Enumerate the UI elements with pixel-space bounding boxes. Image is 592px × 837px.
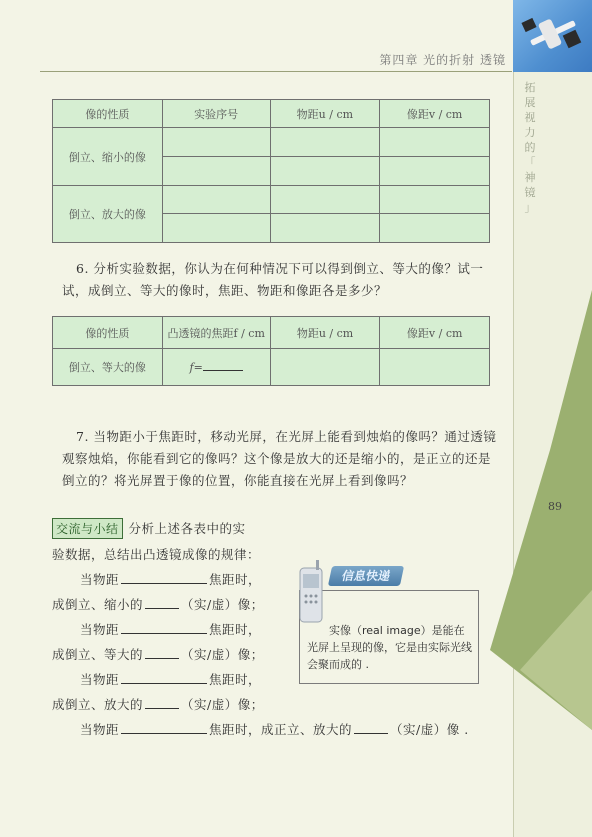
question-6: 6. 分析实验数据，你认为在何种情况下可以得到倒立、等大的像？试一试，成倒立、等大的像时，焦距、物距和像距各是多少？ (62, 261, 484, 298)
table-header: 物距u / cm (270, 100, 380, 128)
table-header: 凸透镜的焦距f / cm (162, 317, 270, 349)
header-rule (40, 71, 512, 72)
answer-blank[interactable] (145, 696, 179, 709)
rule-3-condition: 当物距 焦距时， (80, 672, 262, 687)
table-cell[interactable] (270, 128, 380, 157)
question-7: 7. 当物距小于焦距时，移动光屏，在光屏上能看到烛焰的像吗？通过透镜观察烛焰，你能看到它的像吗？这个像是放大的还是缩小的，是正立的还是倒立的？将光屏置于像的位置，你能直接在光屏上看到像吗？ (62, 429, 497, 488)
row-label-equal: 倒立、等大的像 (53, 349, 163, 386)
summary-intro: 交流与小结 分析上述各表中的实 (52, 518, 246, 539)
focal-length-cell[interactable] (162, 349, 270, 386)
table-cell[interactable] (270, 214, 380, 243)
rule-2-condition: 当物距 焦距时， (80, 622, 262, 637)
table-cell[interactable] (380, 349, 490, 386)
row-label-reduced: 倒立、缩小的像 (53, 128, 163, 186)
table-cell[interactable] (162, 128, 270, 157)
table-header: 物距u / cm (270, 317, 380, 349)
answer-blank[interactable] (121, 721, 207, 734)
table-cell[interactable] (162, 186, 270, 214)
table-cell[interactable] (162, 214, 270, 243)
info-text: 实像（real image）是能在光屏上呈现的像，它是由实际光线会聚而成的 . (307, 624, 472, 671)
rule-1-result: 成倒立、缩小的 （实/虚）像； (52, 597, 264, 612)
table-header: 像距v / cm (380, 317, 490, 349)
satellite-photo (513, 0, 592, 72)
results-table-1 (52, 99, 490, 243)
info-title: 信息快递 (328, 566, 404, 586)
answer-blank[interactable] (145, 646, 179, 659)
answer-blank[interactable] (121, 621, 207, 634)
table-header: 实验序号 (162, 100, 270, 128)
table-header: 像的性质 (53, 317, 163, 349)
focal-label: f= (189, 361, 203, 374)
table-cell[interactable] (270, 349, 380, 386)
rule-3-result: 成倒立、放大的 （实/虚）像； (52, 697, 264, 712)
answer-blank[interactable] (121, 571, 207, 584)
answer-blank[interactable] (354, 721, 388, 734)
table-cell[interactable] (270, 157, 380, 186)
table-cell[interactable] (162, 157, 270, 186)
decorative-green-triangle (480, 290, 592, 730)
page-number: 89 (548, 500, 562, 513)
row-label-enlarged: 倒立、放大的像 (53, 186, 163, 243)
rule-1-condition: 当物距 焦距时， (80, 572, 262, 587)
results-table-2 (52, 316, 490, 386)
table-cell[interactable] (380, 128, 490, 157)
table-cell[interactable] (380, 157, 490, 186)
phone-icon (294, 560, 328, 624)
summary-tag: 交流与小结 (52, 518, 123, 539)
chapter-title: 第四章 光的折射 透镜 (379, 53, 506, 67)
summary-intro-2: 验数据，总结出凸透镜成像的规律： (52, 547, 261, 562)
rule-4: 当物距 焦距时，成正立、放大的 （实/虚）像 . (80, 722, 469, 737)
table-cell[interactable] (270, 186, 380, 214)
table-header: 像的性质 (53, 100, 163, 128)
rule-2-result: 成倒立、等大的 （实/虚）像； (52, 647, 264, 662)
table-cell[interactable] (380, 186, 490, 214)
table-cell[interactable] (380, 214, 490, 243)
answer-blank[interactable] (121, 671, 207, 684)
sidebar-vertical-title: 拓 展 视 力 的 「 神 镜 」 (524, 81, 536, 214)
table-header: 像距v / cm (380, 100, 490, 128)
answer-blank[interactable] (145, 596, 179, 609)
